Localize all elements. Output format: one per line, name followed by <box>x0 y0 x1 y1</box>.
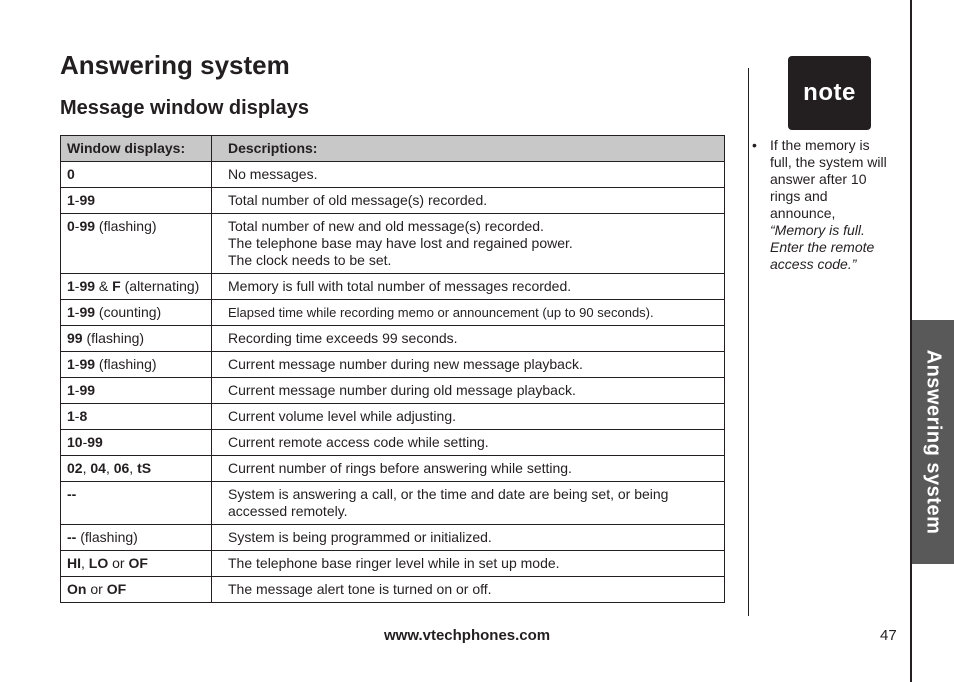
display-code-part: 1 <box>67 382 75 398</box>
column-divider <box>748 68 749 616</box>
display-code-part: - <box>74 356 80 372</box>
window-display-cell <box>61 214 212 274</box>
description-cell <box>212 525 725 551</box>
display-code-part: (flashing) <box>95 356 157 372</box>
display-code-part: 99 <box>87 434 103 450</box>
window-display-cell <box>61 456 212 482</box>
description-cell <box>212 214 725 274</box>
display-code-part: 99 <box>79 304 96 320</box>
table-row <box>61 162 725 188</box>
description-line: System is answering a call, or the time and date are being set, or being accessed remotely. <box>228 486 669 519</box>
display-code-part: tS <box>137 460 152 476</box>
display-code-part: 1 <box>67 356 75 372</box>
display-code-part: 1 <box>67 408 75 424</box>
display-code-part: LO <box>88 555 109 571</box>
note-body-text: If the memory is full, the system will answer after 10 rings and announce, <box>770 137 887 221</box>
description-cell <box>212 404 725 430</box>
window-display-cell <box>61 378 212 404</box>
side-tab <box>912 320 954 564</box>
display-code-part: (flashing) <box>95 218 157 234</box>
footer-url: www.vtechphones.com <box>384 627 551 644</box>
description-cell <box>212 551 725 577</box>
side-tab-label: Answering system <box>922 349 945 535</box>
window-display-cell <box>61 326 212 352</box>
display-code-part: 1 <box>67 278 75 294</box>
description-line: The message alert tone is turned on or off. <box>228 581 492 597</box>
window-display-cell <box>61 188 212 214</box>
display-code-part: 02 <box>67 460 83 476</box>
description-cell <box>212 430 725 456</box>
display-code-part: -- <box>67 529 77 545</box>
note-bullet: • <box>752 137 757 153</box>
message-window-table <box>60 135 725 603</box>
display-code-part: HI <box>67 555 81 571</box>
description-line: The telephone base may have lost and regained power. <box>228 235 573 251</box>
window-display-cell <box>61 577 212 603</box>
description-line: The clock needs to be set. <box>228 252 392 268</box>
description-cell <box>212 162 725 188</box>
table-row <box>61 430 725 456</box>
display-code-part: or <box>108 555 129 571</box>
description-cell <box>212 274 725 300</box>
display-code-part: On <box>67 581 87 597</box>
description-line: Elapsed time while recording memo or announcement (up to 90 seconds). <box>228 305 654 320</box>
display-code-part: 99 <box>79 192 96 208</box>
description-line: No messages. <box>228 166 318 182</box>
description-cell <box>212 352 725 378</box>
window-display-cell <box>61 404 212 430</box>
display-code-part: or <box>86 581 107 597</box>
display-code-part: - <box>74 218 80 234</box>
display-code-part: - <box>82 434 88 450</box>
table-row <box>61 214 725 274</box>
description-line: The telephone base ringer level while in set up mode. <box>228 555 560 571</box>
description-cell <box>212 577 725 603</box>
display-code-part: & <box>95 278 113 294</box>
description-cell <box>212 456 725 482</box>
table-body <box>61 162 725 603</box>
page-number: 47 <box>880 627 897 644</box>
table-row <box>61 482 725 525</box>
note-italic-text: “Memory is full. Enter the remote access code.” <box>770 222 875 272</box>
description-line: Current message number during new message playback. <box>228 356 583 372</box>
window-display-cell <box>61 162 212 188</box>
display-code-part: , <box>129 460 138 476</box>
window-display-cell <box>61 525 212 551</box>
display-code-part: 99 <box>79 356 96 372</box>
description-cell <box>212 300 725 326</box>
description-line: Memory is full with total number of messages recorded. <box>228 278 572 294</box>
description-line: Total number of new and old message(s) recorded. <box>228 218 544 234</box>
display-code-part: 04 <box>90 460 106 476</box>
description-line: Recording time exceeds 99 seconds. <box>228 330 458 346</box>
description-cell <box>212 188 725 214</box>
description-cell <box>212 482 725 525</box>
description-line: Current number of rings before answering while setting. <box>228 460 572 476</box>
display-code-part: -- <box>67 486 77 502</box>
display-code-part: 1 <box>67 304 75 320</box>
display-code-part: 06 <box>113 460 130 476</box>
window-display-cell <box>61 430 212 456</box>
table-row <box>61 577 725 603</box>
window-display-cell <box>61 551 212 577</box>
description-line: System is being programmed or initialized. <box>228 529 492 545</box>
table-row <box>61 326 725 352</box>
display-code-part: 99 <box>79 278 96 294</box>
display-code-part: 0 <box>67 166 75 182</box>
display-code-part: 99 <box>67 330 83 346</box>
display-code-part: 10 <box>67 434 83 450</box>
display-code-part: (flashing) <box>82 330 145 346</box>
description-cell <box>212 378 725 404</box>
display-code-part: - <box>74 382 80 398</box>
display-code-part: 99 <box>79 382 96 398</box>
description-line: Total number of old message(s) recorded. <box>228 192 488 208</box>
note-badge: note <box>788 56 871 130</box>
display-code-part: OF <box>128 555 148 571</box>
table-row <box>61 525 725 551</box>
display-code-part: , <box>105 460 114 476</box>
display-code-part: , <box>82 460 91 476</box>
description-line: Current message number during old message playback. <box>228 382 576 398</box>
note-body <box>770 137 892 273</box>
description-cell <box>212 326 725 352</box>
window-display-cell <box>61 274 212 300</box>
page-title: Answering system <box>60 50 290 80</box>
display-code-part: (flashing) <box>76 529 138 545</box>
display-code-part: 1 <box>67 192 75 208</box>
window-display-cell <box>61 300 212 326</box>
window-display-cell <box>61 482 212 525</box>
display-code-part: 0 <box>67 218 75 234</box>
table-row <box>61 188 725 214</box>
table-row <box>61 352 725 378</box>
display-code-part: 99 <box>79 218 96 234</box>
description-line: Current remote access code while setting. <box>228 434 489 450</box>
table-row <box>61 404 725 430</box>
display-code-part: - <box>74 192 80 208</box>
display-code-part: , <box>81 555 89 571</box>
table-row <box>61 378 725 404</box>
display-code-part: - <box>74 278 80 294</box>
column-header-descriptions: Descriptions: <box>212 136 725 162</box>
window-display-cell <box>61 352 212 378</box>
display-code-part: 8 <box>79 408 88 424</box>
display-code-part: - <box>74 304 80 320</box>
table-row <box>61 274 725 300</box>
display-code-part: OF <box>106 581 127 597</box>
table-header-row <box>61 136 725 162</box>
section-title: Message window displays <box>60 97 309 119</box>
display-code-part: - <box>74 408 80 424</box>
description-line: Current volume level while adjusting. <box>228 408 456 424</box>
table-row <box>61 300 725 326</box>
display-code-part: (counting) <box>95 304 162 320</box>
column-header-window-displays: Window displays: <box>61 136 212 162</box>
table-row <box>61 551 725 577</box>
display-code-part: (alternating) <box>120 278 200 294</box>
display-code-part: F <box>112 278 121 294</box>
table-row <box>61 456 725 482</box>
